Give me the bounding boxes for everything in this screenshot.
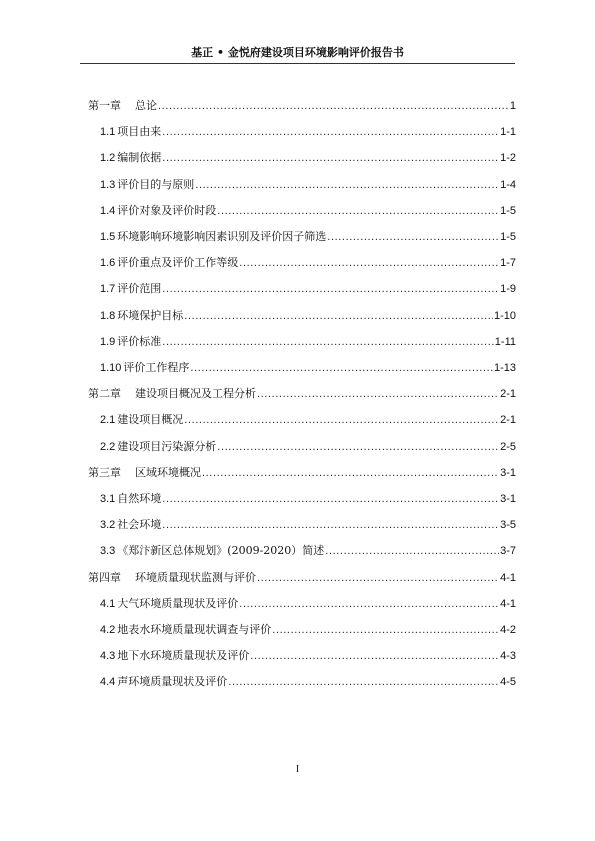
toc-section-entry[interactable] xyxy=(100,413,516,427)
toc-section-entry[interactable] xyxy=(100,649,516,663)
toc-leader-dots xyxy=(325,544,499,558)
toc-title: 环境质量现状监测与评价 xyxy=(135,570,256,584)
toc-page-number: 3-1 xyxy=(500,466,516,479)
toc-title: 自然环境 xyxy=(117,492,162,505)
toc-leader-dots xyxy=(327,230,499,244)
toc-chapter-entry[interactable] xyxy=(88,571,516,585)
toc-leader-dots xyxy=(202,466,499,480)
toc-number: 第一章 xyxy=(88,100,121,112)
toc-title: 区域环境概况 xyxy=(135,465,201,479)
toc-number: 1.2 xyxy=(100,152,116,165)
toc-number: 1.9 xyxy=(100,335,116,348)
toc-page-number: 3-5 xyxy=(500,519,516,532)
toc-title: 评价目的与原则 xyxy=(117,177,195,191)
toc-page-number: 4-1 xyxy=(500,571,516,584)
page-footer xyxy=(0,764,595,775)
toc-page-number: 3-7 xyxy=(500,545,516,558)
toc-leader-dots xyxy=(272,623,499,637)
toc-section-entry[interactable] xyxy=(100,204,516,218)
toc-title: 编制依据 xyxy=(117,151,162,165)
toc-page-number: 1-10 xyxy=(493,309,516,322)
toc-number: 1.8 xyxy=(100,309,116,322)
toc-title: 评价范围 xyxy=(117,282,162,296)
toc-page-number: 1-9 xyxy=(500,283,516,296)
toc-leader-dots xyxy=(184,413,499,427)
toc-section-entry[interactable] xyxy=(100,597,516,611)
toc-title: 项目由来 xyxy=(117,125,162,139)
toc-leader-dots xyxy=(162,335,494,349)
toc-number: 4.3 xyxy=(100,650,116,663)
toc-leader-dots xyxy=(190,361,493,375)
toc-number: 1.7 xyxy=(100,283,116,296)
toc-leader-dots xyxy=(162,125,499,139)
toc-chapter-entry[interactable] xyxy=(88,466,516,480)
toc-page-number: 1-11 xyxy=(494,335,516,348)
toc-number: 2.2 xyxy=(100,440,116,453)
toc-title: 评价重点及评价工作等级 xyxy=(117,256,239,270)
toc-number: 2.1 xyxy=(100,414,116,427)
toc-page-number: 1-2 xyxy=(500,152,516,165)
toc-title: 评价对象及评价时段 xyxy=(117,203,217,217)
toc-number: 3.3 xyxy=(100,545,116,558)
toc-section-entry[interactable] xyxy=(100,256,516,270)
toc-section-entry[interactable] xyxy=(100,125,516,139)
toc-page-number: 2-1 xyxy=(500,414,516,427)
toc-page-number: 1-5 xyxy=(500,204,516,217)
toc-number: 1.6 xyxy=(100,257,116,270)
toc-leader-dots xyxy=(239,597,499,611)
toc-page-number: 4-2 xyxy=(500,624,516,636)
toc-leader-dots xyxy=(239,256,499,270)
toc-title: 声环境质量现状及评价 xyxy=(117,675,228,689)
toc-leader-dots xyxy=(195,178,499,192)
toc-section-entry[interactable] xyxy=(100,309,516,323)
toc-title: 评价工作程序 xyxy=(123,361,190,374)
toc-title: 环境影响环境影响因素识别及评价因子筛选 xyxy=(117,230,327,243)
toc-section-entry[interactable] xyxy=(100,178,516,192)
toc-title: 建设项目污染源分析 xyxy=(117,439,217,453)
toc-number: 4.1 xyxy=(100,597,116,610)
toc-leader-dots xyxy=(250,649,499,663)
toc-page-number: 1-13 xyxy=(493,362,516,374)
toc-leader-dots xyxy=(228,675,499,689)
toc-section-entry[interactable] xyxy=(100,492,516,506)
toc-title: 建设项目概况 xyxy=(117,413,184,427)
toc-leader-dots xyxy=(158,99,509,113)
toc-title: 总论 xyxy=(135,99,157,112)
toc-title: 环境保护目标 xyxy=(117,308,184,322)
toc-leader-dots xyxy=(257,387,499,401)
toc-title: 大气环境质量现状及评价 xyxy=(117,596,239,610)
page-header xyxy=(80,44,515,64)
toc-chapter-entry[interactable] xyxy=(88,99,516,113)
toc-number: 1.4 xyxy=(100,204,116,217)
toc-page-number: 4-5 xyxy=(500,676,516,689)
toc-title: 地表水环境质量现状调查与评价 xyxy=(117,623,272,636)
toc-number: 第二章 xyxy=(88,388,121,401)
toc-number: 1.3 xyxy=(100,178,116,191)
toc-title: 社会环境 xyxy=(117,518,162,532)
toc-section-entry[interactable] xyxy=(100,623,516,637)
page-number: I xyxy=(295,764,300,775)
toc-section-entry[interactable] xyxy=(100,518,516,532)
toc-page-number: 4-3 xyxy=(500,650,516,663)
toc-title: 建设项目概况及工程分析 xyxy=(135,387,256,401)
toc-page-number: 2-1 xyxy=(500,388,516,401)
toc-leader-dots xyxy=(217,204,499,218)
document-title: 基正 • 金悦府建设项目环境影响评价报告书 xyxy=(191,46,404,59)
toc-section-entry[interactable] xyxy=(100,335,516,349)
toc-leader-dots xyxy=(162,518,499,532)
toc-number: 第四章 xyxy=(88,571,121,584)
toc-number: 3.2 xyxy=(100,519,116,532)
toc-leader-dots xyxy=(162,492,499,506)
toc-page-number: 1-5 xyxy=(500,231,516,243)
toc-title: 评价标准 xyxy=(117,334,162,348)
toc-page-number: 1 xyxy=(509,100,516,112)
toc-chapter-entry[interactable] xyxy=(88,387,516,401)
toc-section-entry[interactable] xyxy=(100,440,516,454)
toc-section-entry[interactable] xyxy=(100,151,516,165)
toc-section-entry[interactable] xyxy=(100,675,516,689)
toc-page-number: 1-7 xyxy=(500,257,516,270)
toc-page-number: 2-5 xyxy=(500,440,516,453)
toc-section-entry[interactable] xyxy=(100,282,516,296)
toc-page-number: 4-1 xyxy=(500,597,516,610)
toc-section-entry[interactable] xyxy=(100,230,516,244)
toc-section-entry[interactable] xyxy=(100,361,516,375)
toc-number: 4.2 xyxy=(100,624,116,636)
toc-page-number: 1-4 xyxy=(500,178,516,191)
toc-number: 3.1 xyxy=(100,493,116,505)
toc-section-entry[interactable] xyxy=(100,544,516,558)
toc-title: 《郑汴新区总体规划》(2009-2020）简述 xyxy=(117,544,325,558)
toc-leader-dots xyxy=(257,571,499,585)
toc-title: 地下水环境质量现状及评价 xyxy=(117,649,250,663)
toc-number: 4.4 xyxy=(100,676,116,689)
toc-leader-dots xyxy=(162,282,499,296)
toc-page-number: 1-1 xyxy=(500,126,516,139)
toc-leader-dots xyxy=(162,151,499,165)
toc-page-number: 3-1 xyxy=(500,493,516,505)
toc-number: 1.5 xyxy=(100,231,116,243)
toc-leader-dots xyxy=(217,440,499,454)
toc-number: 1.10 xyxy=(100,362,122,374)
toc-number: 1.1 xyxy=(100,126,116,139)
toc-number: 第三章 xyxy=(88,466,121,479)
toc-leader-dots xyxy=(184,309,493,323)
